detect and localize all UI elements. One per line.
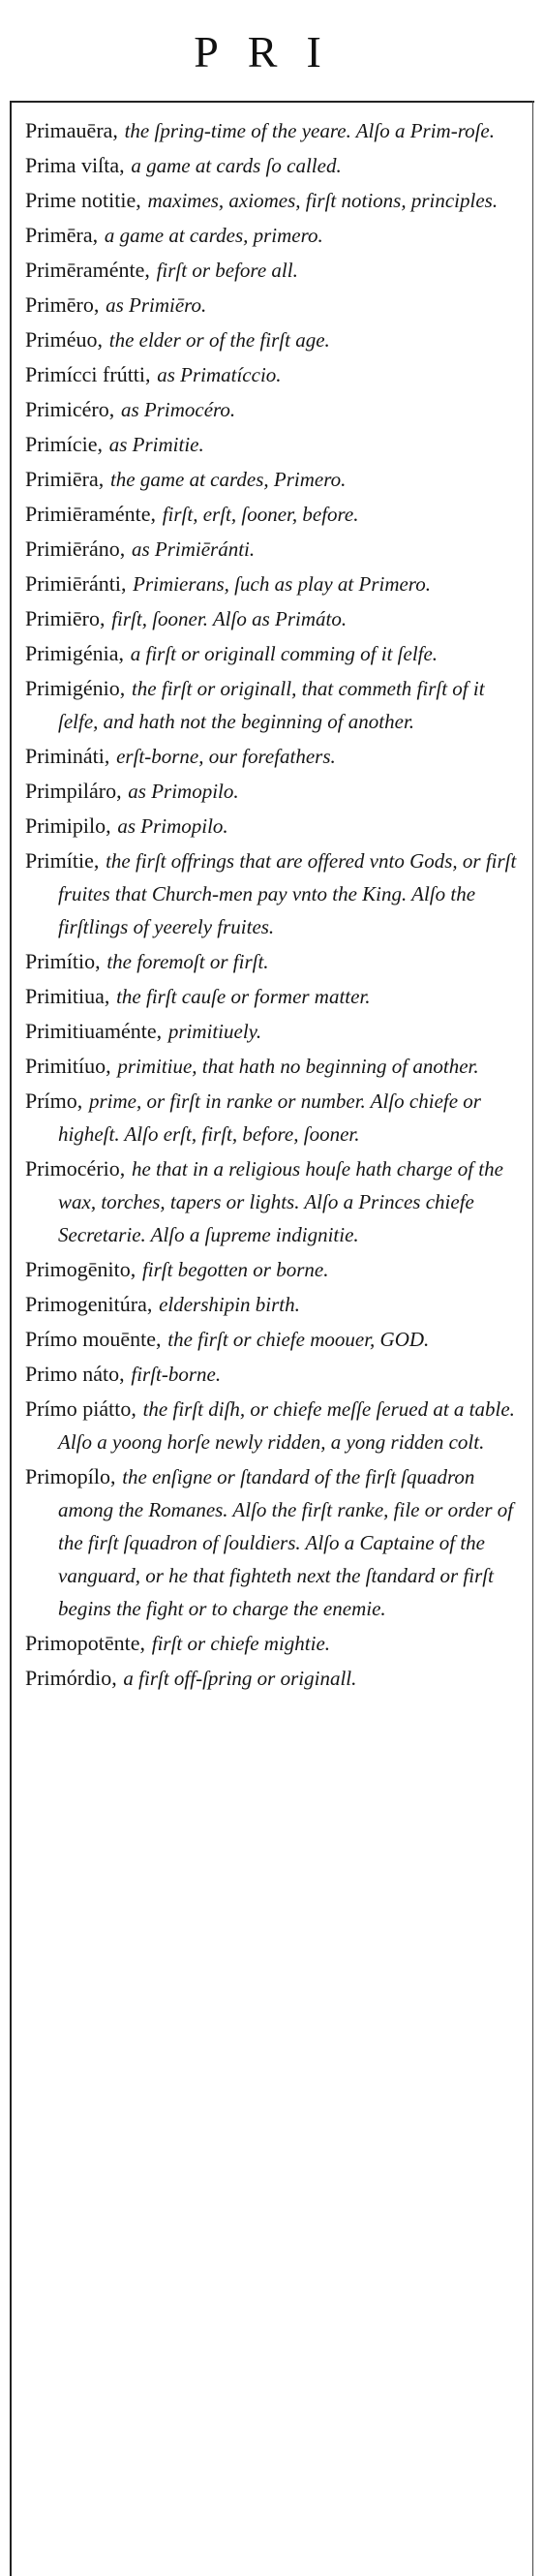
dictionary-entry <box>25 1358 525 1391</box>
headword: Prima viſta, <box>25 153 125 177</box>
dictionary-entry <box>25 323 525 356</box>
entry-list <box>25 114 525 1697</box>
definition: the game at cardes, Primero. <box>109 468 347 491</box>
definition: as Primiēránti. <box>131 537 256 561</box>
dictionary-entry <box>25 980 525 1013</box>
definition: the enſigne or ſtandard of the firſt ſquadron among the Romanes. Alſo the firſt ranke, file or order of the firſt ſquadron of ſouldiers. Alſo a Captaine of the vanguard, or he that fighteth next the ſtandard or firſt begins the fight or to charge the enemie. <box>58 1465 514 1620</box>
dictionary-entry <box>25 945 525 978</box>
right-column-rule <box>532 101 533 2576</box>
dictionary-entry <box>25 358 525 391</box>
headword: Primēraménte, <box>25 258 150 282</box>
headword: Primícci frútti, <box>25 362 151 386</box>
headword: Primitiuaménte, <box>25 1019 163 1043</box>
definition: erſt-borne, our forefathers. <box>116 745 336 768</box>
definition: as Primatíccio. <box>157 363 282 386</box>
dictionary-entry <box>25 254 525 287</box>
definition: firſt begotten or borne. <box>141 1258 329 1281</box>
dictionary-entry <box>25 637 525 670</box>
headword: Primiēro, <box>25 606 106 630</box>
headword: Primēra, <box>25 223 99 247</box>
headword: Priméuo, <box>25 327 104 352</box>
definition: the firſt diſh, or chiefe meſſe ſerued at a table. Alſo a yoong horſe newly ridden, a yong ridden colt. <box>58 1397 515 1454</box>
definition: firſt, ſooner. Alſo as Primáto. <box>111 607 348 630</box>
headword: Primogenitúra, <box>25 1292 153 1316</box>
headword: Primo náto, <box>25 1362 125 1386</box>
definition: prime, or firſt in ranke or number. Alſo chiefe or higheſt. Alſo erſt, firſt, before, ſooner. <box>58 1089 481 1146</box>
headword: Primitíuo, <box>25 1054 111 1078</box>
definition: the firſt offrings that are offered vnto Gods, or firſt fruites that Church-men pay vnto the King. Alſo the firſtlings of yeerely fruites. <box>58 849 517 938</box>
headword: Primpiláro, <box>25 779 122 803</box>
definition: firſt or chiefe mightie. <box>151 1632 331 1655</box>
definition: the firſt or chiefe moouer, GOD. <box>167 1328 430 1351</box>
dictionary-entry <box>25 844 525 943</box>
headword: Primogēnito, <box>25 1257 136 1281</box>
definition: as Primitie. <box>108 433 204 456</box>
dictionary-entry <box>25 1393 525 1458</box>
headword: Primicéro, <box>25 397 115 421</box>
dictionary-entry <box>25 219 525 252</box>
headword: Prime notitie, <box>25 188 141 212</box>
dictionary-entry <box>25 740 525 773</box>
definition: primitiuely. <box>167 1020 262 1043</box>
headword: Primitiua, <box>25 984 110 1008</box>
dictionary-entry <box>25 1323 525 1356</box>
page-header: PRI <box>194 27 350 77</box>
definition: a firſt or originall comming of it ſelfe. <box>130 642 438 665</box>
dictionary-entry <box>25 1253 525 1286</box>
dictionary-entry <box>25 1085 525 1150</box>
top-rule <box>10 101 534 103</box>
headword: Primiēráno, <box>25 537 126 561</box>
dictionary-entry <box>25 393 525 426</box>
dictionary-entry <box>25 567 525 600</box>
definition: he that in a religious houſe hath charge of the wax, torches, tapers or lights. Alſo a Princes chiefe Secretarie. Alſo a ſupreme indignitie. <box>58 1157 503 1246</box>
headword: Prímo mouēnte, <box>25 1327 162 1351</box>
headword: Prímo piátto, <box>25 1396 136 1421</box>
headword: Primigénia, <box>25 641 125 665</box>
headword: Primiēra, <box>25 467 105 491</box>
dictionary-entry <box>25 1152 525 1251</box>
headword: Primiēránti, <box>25 571 127 596</box>
dictionary-entry <box>25 498 525 531</box>
definition: the ſpring-time of the yeare. Alſo a Prim-roſe. <box>124 119 495 142</box>
dictionary-entry <box>25 428 525 461</box>
definition: maximes, axiomes, firſt notions, principles. <box>147 189 499 212</box>
headword: Primigénio, <box>25 676 126 700</box>
definition: the foremoſt or firſt. <box>106 950 269 973</box>
headword: Primície, <box>25 432 104 456</box>
left-column-rule <box>10 101 12 2576</box>
headword: Prímo, <box>25 1089 83 1113</box>
definition: firſt, erſt, ſooner, before. <box>162 503 359 526</box>
dictionary-entry <box>25 1050 525 1083</box>
headword: Primináti, <box>25 744 110 768</box>
definition: as Primopilo. <box>117 814 228 838</box>
dictionary-entry <box>25 184 525 217</box>
headword: Primítie, <box>25 848 100 873</box>
dictionary-entry <box>25 775 525 808</box>
dictionary-entry <box>25 1662 525 1695</box>
definition: firſt-borne. <box>131 1363 222 1386</box>
definition: firſt or before all. <box>156 259 298 282</box>
dictionary-entry <box>25 602 525 635</box>
headword: Primauēra, <box>25 118 118 142</box>
headword: Primocério, <box>25 1156 126 1181</box>
dictionary-entry <box>25 1460 525 1625</box>
dictionary-entry <box>25 1627 525 1660</box>
dictionary-entry <box>25 533 525 566</box>
dictionary-entry <box>25 114 525 147</box>
headword: Primórdio, <box>25 1666 117 1690</box>
definition: Primierans, ſuch as play at Primero. <box>133 572 431 596</box>
definition: a game at cards ſo called. <box>131 154 342 177</box>
definition: a firſt off-ſpring or originall. <box>123 1667 357 1690</box>
dictionary-entry <box>25 289 525 322</box>
headword: Primiēraménte, <box>25 502 157 526</box>
dictionary-entry <box>25 463 525 496</box>
dictionary-entry <box>25 149 525 182</box>
headword: Primopotēnte, <box>25 1631 146 1655</box>
headword: Primítio, <box>25 949 101 973</box>
dictionary-entry <box>25 1288 525 1321</box>
definition: primitiue, that hath no beginning of another. <box>117 1055 479 1078</box>
dictionary-entry <box>25 672 525 738</box>
definition: the elder or of the firſt age. <box>108 328 330 352</box>
definition: a game at cardes, primero. <box>104 224 323 247</box>
dictionary-entry <box>25 1015 525 1048</box>
headword: Primopílo, <box>25 1464 116 1488</box>
headword: Primēro, <box>25 292 100 317</box>
definition: as Primopilo. <box>128 780 239 803</box>
definition: as Primiēro. <box>106 293 207 317</box>
definition: the firſt or originall, that commeth firſt of it ſelfe, and hath not the beginning of another. <box>58 677 485 733</box>
definition: eldershipin birth. <box>159 1293 300 1316</box>
dictionary-entry <box>25 810 525 843</box>
definition: the firſt cauſe or former matter. <box>116 985 371 1008</box>
definition: as Primocéro. <box>120 398 236 421</box>
headword: Primipilo, <box>25 813 111 838</box>
